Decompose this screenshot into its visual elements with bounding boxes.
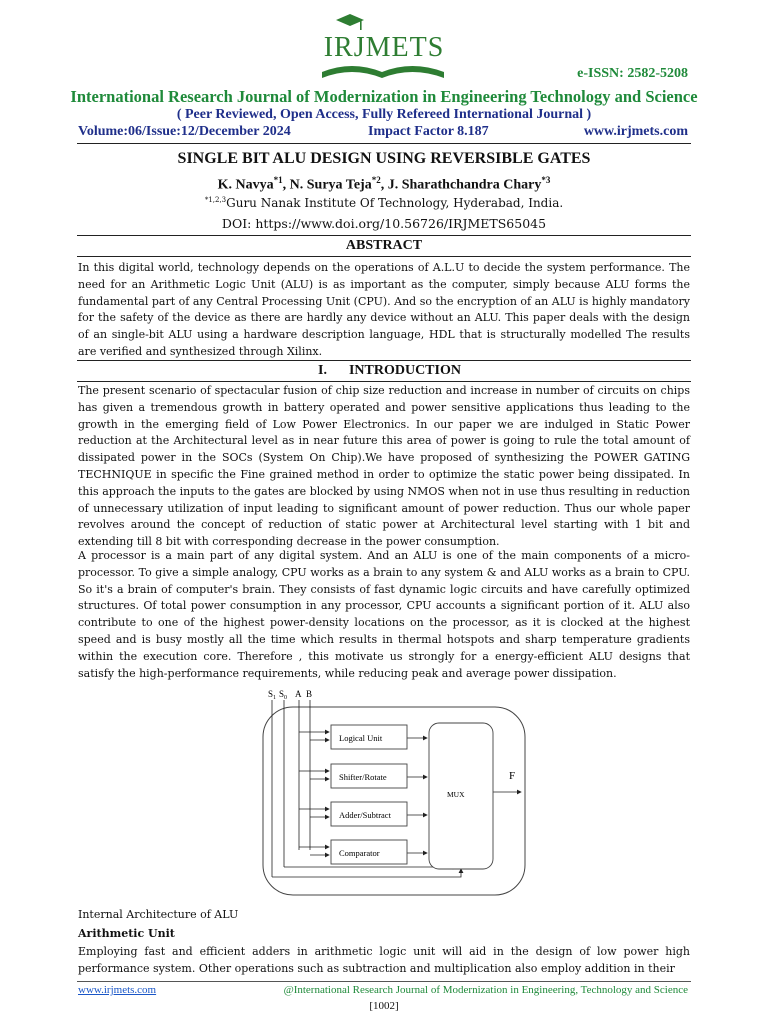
block-comparator: Comparator (339, 848, 380, 858)
alu-diagram (255, 685, 535, 900)
block-adder-subtract: Adder/Subtract (339, 810, 391, 820)
author-name: J. Sharathchandra Chary (387, 177, 542, 193)
intro-paragraph-2: A processor is a main part of any digital system. And an ALU is one of the main components of a micro-processor. To give a simple analogy, CPU works as a brain to any system & and ALU works as a brain to CPU. So it's a brain of computer's brain. They consists of fast dynamic logic circuits and have carefully optimized structures. Of total power consumption in any processor, CPU accounts a significant portion of it. ALU also contribute to one of the highest power-density locations on the processor, as it is clocked at the highest speed and is busy mostly all the time which results in thermal hotspots and sharp temperature gradients within the execution core. Therefore , this motivate us strongly for a energy-efficient ALU designs that satisfy the high-performance requirements, while reducing peak and average power dissipation. (78, 549, 690, 680)
peer-review-line: ( Peer Reviewed, Open Access, Fully Refereed International Journal ) (176, 107, 592, 122)
intro-top-rule (77, 360, 691, 361)
doi[interactable]: DOI: https://www.doi.org/10.56726/IRJMETS65045 (221, 216, 547, 231)
abstract-heading-rule (77, 256, 691, 257)
header-rule (77, 143, 691, 144)
logo-text: IRJMETS (323, 32, 445, 63)
author-name: K. Navya (217, 177, 274, 193)
paper-title: SINGLE BIT ALU DESIGN USING REVERSIBLE GATES (177, 150, 591, 167)
journal-name: International Research Journal of Modernization in Engineering Technology and Science (70, 87, 698, 106)
page-number: [1002] (369, 1000, 399, 1012)
author-list: K. Navya$^{*1}$, N. Surya Teja$^{*2}$, J. Sharathchandra Chary$^{*3}$ (217, 175, 551, 193)
author-sup: *2 (371, 175, 381, 185)
section-number: I. (318, 363, 327, 378)
impact-factor: Impact Factor 8.187 (368, 124, 489, 139)
header-website[interactable]: www.irjmets.com (583, 124, 688, 139)
input-s1: $S_1$ (268, 689, 277, 701)
intro-heading (318, 363, 461, 379)
figure-caption: Internal Architecture of ALU (78, 908, 239, 921)
input-s0: $S_0$ (279, 689, 288, 701)
abstract-heading: ABSTRACT (345, 238, 423, 253)
footer-website-link[interactable]: www.irjmets.com (78, 984, 157, 996)
volume-issue: Volume:06/Issue:12/December 2024 (78, 124, 291, 139)
arithmetic-unit-heading: Arithmetic Unit (78, 927, 175, 940)
author-sup: *1 (273, 175, 283, 185)
alu-architecture-figure (255, 685, 535, 900)
abstract-top-rule (77, 235, 691, 236)
block-shifter-rotate: Shifter/Rotate (339, 772, 387, 782)
input-b: B (306, 689, 313, 699)
intro-paragraph-1: The present scenario of spectacular fusion of chip size reduction and increase in number of circuits on chips has given a tremendous growth in battery operated and power sensitive applications thus leading to the growth in the emerging field of Low Power Electronics. In our paper we are indulged in Static Power reduction at the Architectural level as in near future this area of power is going to rule the total amount of dissipated power in the SOCs (System On Chip).We have proposed of synthesizing the POWER GATING TECHNIQUE in specific the Fine grained method in order to optimize the static power being dissipated. In this approach the inputs to the gates are blocked by using NMOS when not in use thus resulting in reduction of unnecessary utilization of input leading to significant amount of power reduction. Thus our whole paper revolves around the concept of reduction of static power at Architectural level starting with 1 bit and extending till 8 bit with corresponding decrease in the power consumption. (78, 384, 690, 549)
author-sup: *3 (541, 175, 551, 185)
affiliation (0, 196, 768, 210)
affiliation-text: Guru Nanak Institute Of Technology, Hyderabad, India. (226, 196, 564, 210)
intro-heading-rule (77, 381, 691, 382)
footer-copyright: @International Research Journal of Modernization in Engineering, Technology and Science (283, 984, 688, 996)
input-a: A (295, 689, 302, 699)
output-f: F (509, 770, 516, 782)
abstract-text: In this digital world, technology depends on the operations of A.L.U to decide the system performance. The need for an Arithmetic Logic Unit (ALU) is as important as the computer, simply because ALU forms the fundamental part of any Central Processing Unit (CPU). And so the encryption of an ALU is highly mandatory for the safety of the device as there are hardly any device without an ALU. This paper deals with the design of an single-bit ALU using a hardware description language, HDL that is structurally modelled The results are verified and synthesized through Xilinx. (78, 261, 690, 358)
block-mux: MUX (447, 790, 465, 799)
section-title: INTRODUCTION (348, 363, 461, 378)
footer-rule (77, 981, 691, 982)
author-name: N. Surya Teja (289, 177, 372, 193)
journal-logo (318, 12, 450, 84)
affiliation-sup: *1,2,3 (204, 196, 227, 204)
eissn: e-ISSN: 2582-5208 (577, 66, 688, 81)
arithmetic-unit-text: Employing fast and efficient adders in arithmetic logic unit will aid in the design of low power high performance system. Other operations such as subtraction and multiplication also employ addition in their (78, 945, 690, 975)
block-logical-unit: Logical Unit (339, 733, 383, 743)
